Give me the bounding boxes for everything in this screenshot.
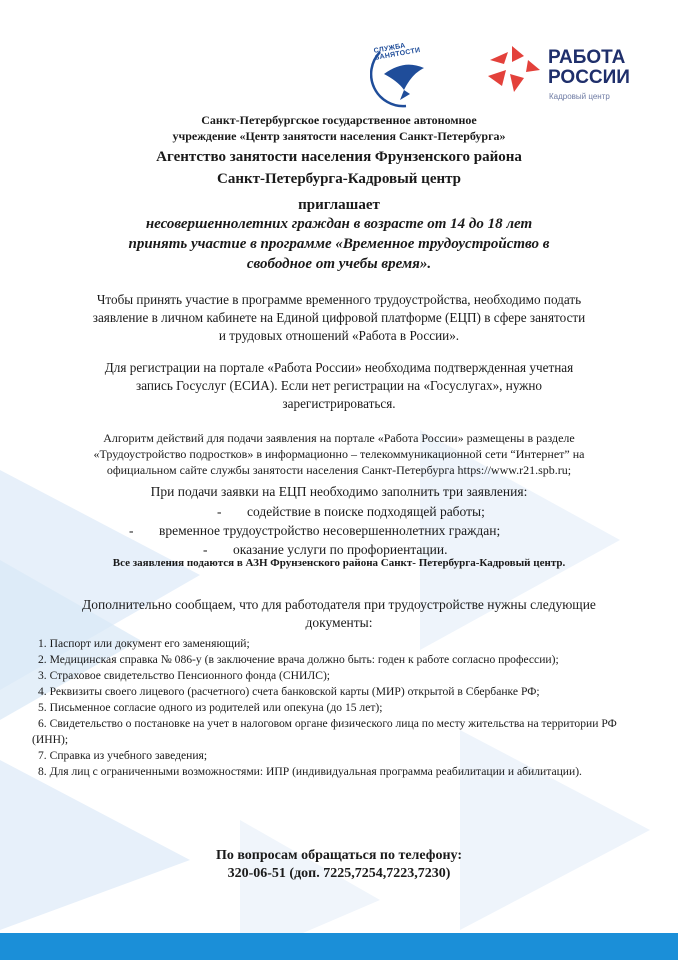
invites-heading: приглашает bbox=[298, 197, 380, 213]
documents-list bbox=[32, 636, 642, 780]
registration-paragraph: Для регистрации на портале «Работа России» необходима подтвержденная учетная запись Госуслуг (ЕСИА). Если нет регистрации на «Госуслугах», нужно зарегистрироваться. bbox=[104, 360, 574, 411]
three-applications-paragraph: При подачи заявки на ЕЦП необходимо заполнить три заявления: bbox=[150, 484, 528, 499]
list-item: - временное трудоустройство несовершеннолетних граждан; bbox=[129, 523, 501, 538]
list-item: 2. Медицинская справка № 086-у (в заключение врача должно быть: годен к работе согласно профессии); bbox=[38, 653, 559, 666]
rabota-rossii-wordmark: РАБОТА РОССИИ bbox=[548, 47, 630, 88]
list-item: - оказание услуги по профориентации. bbox=[203, 542, 448, 557]
application-paragraph: Чтобы принять участие в программе временного трудоустройства, необходимо подать заявление в личном кабинете на Единой цифровой платформе (ЕЦП) в сфере занятости и трудовых отношений «Работа в России». bbox=[92, 292, 586, 343]
algorithm-paragraph: Алгоритм действий для подачи заявления на портале «Работа России» размещены в разделе «Трудоустройство подростков» в информационно – телекоммуникационной сети “Интернет” на официальном сайте службы занятости населения Санкт-Петербурга https://www.r21.spb.ru; bbox=[93, 431, 585, 477]
rabota-rossii-subtitle: Кадровый центр bbox=[549, 92, 610, 101]
employment-service-logo-text: СЛУЖБА ЗАНЯТОСТИ bbox=[373, 42, 422, 62]
documents-intro: Дополнительно сообщаем, что для работодателя при трудоустройстве нужны следующие документы: bbox=[82, 597, 596, 630]
list-item: 8. Для лиц с ограниченными возможностями: ИПР (индивидуальная программа реабилитации и абилитации). bbox=[38, 765, 582, 778]
agency-heading: Агентство занятости населения Фрунзенского района Санкт-Петербурга-Кадровый центр bbox=[156, 149, 522, 187]
list-item: 6. Свидетельство о постановке на учет в налоговом органе физического лица по месту жительства на территории РФ (ИНН); bbox=[32, 717, 617, 746]
list-item: 7. Справка из учебного заведения; bbox=[38, 749, 208, 762]
organization-heading: Санкт-Петербургское государственное автономное учреждение «Центр занятости населения Санкт-Петербурга» bbox=[172, 113, 506, 143]
list-item: - содействие в поиске подходящей работы; bbox=[217, 504, 485, 519]
list-item: 4. Реквизиты своего лицевого (расчетного) счета банковской карты (МИР) открытой в Сбербанке РФ; bbox=[38, 685, 540, 698]
rabota-rossii-star-icon bbox=[484, 42, 544, 94]
contact-heading: По вопросам обращаться по телефону: bbox=[215, 848, 463, 863]
submission-note: Все заявления подаются в АЗН Фрунзенского района Санкт- Петербурга-Кадровый центр. bbox=[112, 557, 566, 569]
bottom-bar bbox=[0, 933, 678, 960]
list-item: 5. Письменное согласие одного из родителей или опекуна (до 15 лет); bbox=[38, 701, 383, 714]
phone-number: 320-06-51 (доп. 7225,7254,7223,7230) bbox=[227, 866, 451, 881]
program-heading: несовершеннолетних граждан в возрасте от 14 до 18 лет принять участие в программе «Временное трудоустройство в свободное от учебы время». bbox=[128, 216, 550, 272]
list-item: 3. Страховое свидетельство Пенсионного фонда (СНИЛС); bbox=[38, 669, 331, 682]
rabota-rossii-logo bbox=[484, 42, 644, 104]
employment-service-logo bbox=[370, 38, 442, 108]
list-item: 1. Паспорт или документ его заменяющий; bbox=[38, 637, 250, 650]
